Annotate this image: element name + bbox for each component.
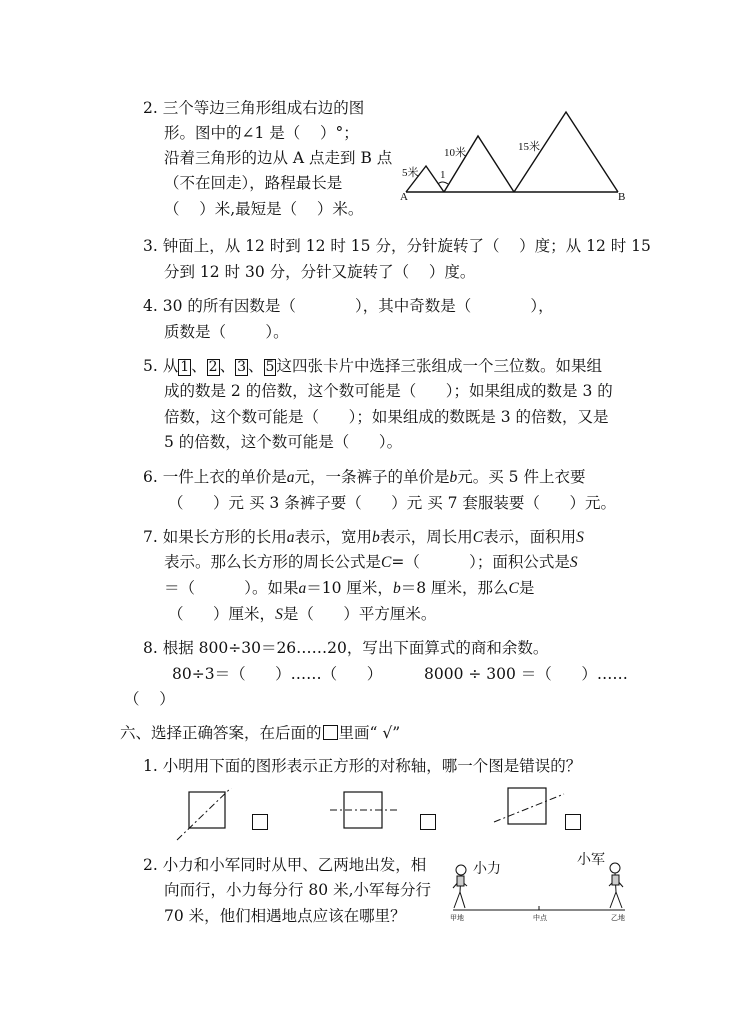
q7-line-4 <box>168 604 436 625</box>
label-mid: 中点 <box>533 914 547 922</box>
answer-box-2[interactable] <box>420 814 436 830</box>
q7-line-1 <box>143 527 584 548</box>
q7-t1: 7. 如果长方形的长用 <box>143 528 287 546</box>
q6-var-a: a <box>286 469 295 486</box>
label-angle-1: 1 <box>440 169 446 181</box>
label-15m: 15米 <box>518 141 540 153</box>
label-jia: 甲地 <box>450 914 464 922</box>
q8-expr-2: 8000 ÷ 300 ＝（ ）…… <box>424 665 628 683</box>
angle-arc <box>438 182 448 184</box>
triangle-medium <box>444 136 514 192</box>
card-5: 5 <box>265 359 275 375</box>
q6-text-1: 6. 一件上衣的单价是 <box>143 468 287 486</box>
section-6-title-b: 里画“ √” <box>338 724 401 742</box>
q2-line-4: （不在回走），路程最长是 <box>164 174 343 192</box>
q7-var-c: C <box>472 529 484 546</box>
q7-t7: ＝（ ）。如果 <box>164 579 299 597</box>
q7-var-b-2: b <box>392 580 401 597</box>
oblique-axis <box>494 794 564 822</box>
square-3 <box>508 788 546 824</box>
q5-line-2: 成的数是 2 的倍数，这个数可能是（ ）；如果组成的数是 3 的 <box>164 382 613 400</box>
q8-expr-1: 80÷3＝（ ）……（ ） <box>172 665 383 683</box>
q7-t2: 表示，宽用 <box>294 528 372 546</box>
label-point-b: B <box>618 191 626 203</box>
answer-box-1[interactable] <box>252 814 268 830</box>
symmetry-figure-1 <box>175 788 245 844</box>
walker-left-icon <box>453 865 467 908</box>
q5-line-3: 倍数，这个数可能是（ ）；如果组成的数既是 3 的倍数，又是 <box>164 408 609 426</box>
label-yi: 乙地 <box>611 914 625 922</box>
label-5m: 5米 <box>402 167 419 179</box>
q6-text-2: 元，一条裤子的单价是 <box>294 468 450 486</box>
label-10m: 10米 <box>444 147 466 159</box>
section-6-title-a: 六、选择正确答案，在后面的 <box>120 724 322 742</box>
q5-sep-2: 、 <box>219 357 236 375</box>
q7-var-s: S <box>576 529 584 546</box>
q6-text-3: 元。买 5 件上衣要 <box>457 468 586 486</box>
q7-t8: ＝10 厘米， <box>306 579 393 597</box>
card-1: 1 <box>180 359 190 375</box>
q5-sep-1: 、 <box>191 357 207 375</box>
q7-t10: 是 <box>518 579 535 597</box>
q5-line-4: 5 的倍数，这个数可能是（ ）。 <box>164 433 403 451</box>
name-xiaojun: 小军 <box>577 853 605 868</box>
q2-line-2: 形。图中的∠1 是（ ）°； <box>164 124 359 142</box>
q6-line-2: （ ）元 买 3 条裤子要（ ）元 买 7 套服装要（ ）元。 <box>168 494 616 512</box>
q7-var-c-3: C <box>508 580 519 597</box>
sec6-q2-line-2: 向而行，小力每分行 80 米,小军每分行 <box>164 881 432 899</box>
square-1 <box>189 792 225 828</box>
q2-line-1: 2. 三个等边三角形组成右边的图 <box>143 99 365 117</box>
q7-var-a: a <box>286 529 295 546</box>
q7-t11: （ ）厘米， <box>168 605 276 623</box>
q5-line-1 <box>143 356 602 376</box>
diagonal-axis <box>177 788 235 840</box>
sec6-q1: 1. 小明用下面的图形表示正方形的对称轴，哪一个图是错误的？ <box>143 757 582 775</box>
q6-line-1 <box>143 467 585 488</box>
q8-line-1: 8. 根据 800÷30＝26……20，写出下面算式的商和余数。 <box>143 639 549 657</box>
q3-line-2: 分到 12 时 30 分，分针又旋转了（ ）度。 <box>164 263 476 281</box>
label-point-a: A <box>400 191 408 203</box>
q7-var-s-3: S <box>275 606 283 623</box>
q4-line-2: 质数是（ ）。 <box>164 323 289 341</box>
q7-var-a-2: a <box>298 580 307 597</box>
q3-line-1: 3. 钟面上，从 12 时到 12 时 15 分，分针旋转了（ ）度；从 12 时 15 <box>143 237 651 255</box>
q7-line-3 <box>164 578 534 599</box>
q6-var-b: b <box>449 469 458 486</box>
q2-line-5: （ ）米,最短是（ ）米。 <box>164 200 364 218</box>
q5-suffix: 这四张卡片中选择三张组成一个三位数。如果组 <box>276 357 602 375</box>
q7-var-s-2: S <box>569 554 578 571</box>
q7-t12: 是（ ）平方厘米。 <box>282 605 437 623</box>
q7-var-b: b <box>371 529 380 546</box>
q5-prefix: 5. 从 <box>143 357 179 375</box>
meeting-figure <box>445 848 635 928</box>
q5-sep-3: 、 <box>248 357 264 375</box>
q7-t5: 表示。那么长方形的周长公式是 <box>164 553 382 571</box>
q7-t6: =（ ）；面积公式是 <box>391 553 570 571</box>
walker-right-icon <box>609 863 623 908</box>
q4-line-1: 4. 30 的所有因数是（ ），其中奇数是（ ）， <box>143 297 554 315</box>
symmetry-figure-3 <box>492 784 566 830</box>
q8-tail: （ ） <box>124 690 175 708</box>
q7-t4: 表示，面积用 <box>483 528 577 546</box>
q7-var-c-2: C <box>381 554 392 571</box>
sec6-q2-line-3: 70 米，他们相遇地点应该在哪里？ <box>164 907 406 925</box>
card-3: 3 <box>237 359 247 375</box>
sec6-q2-line-1: 2. 小力和小军同时从甲、乙两地出发，相 <box>143 856 427 874</box>
card-2: 2 <box>208 359 218 375</box>
section-6-title <box>120 723 400 743</box>
answer-box-icon <box>323 725 338 740</box>
symmetry-figure-2 <box>328 788 400 832</box>
answer-box-3[interactable] <box>565 814 581 830</box>
name-xiaoli: 小力 <box>473 862 501 877</box>
q7-t9: ＝8 厘米，那么 <box>400 579 509 597</box>
q7-line-2 <box>164 552 578 573</box>
triangles-figure <box>398 104 630 206</box>
q2-line-3: 沿着三角形的边从 A 点走到 B 点 <box>164 149 393 167</box>
q7-t3: 表示，周长用 <box>379 528 473 546</box>
